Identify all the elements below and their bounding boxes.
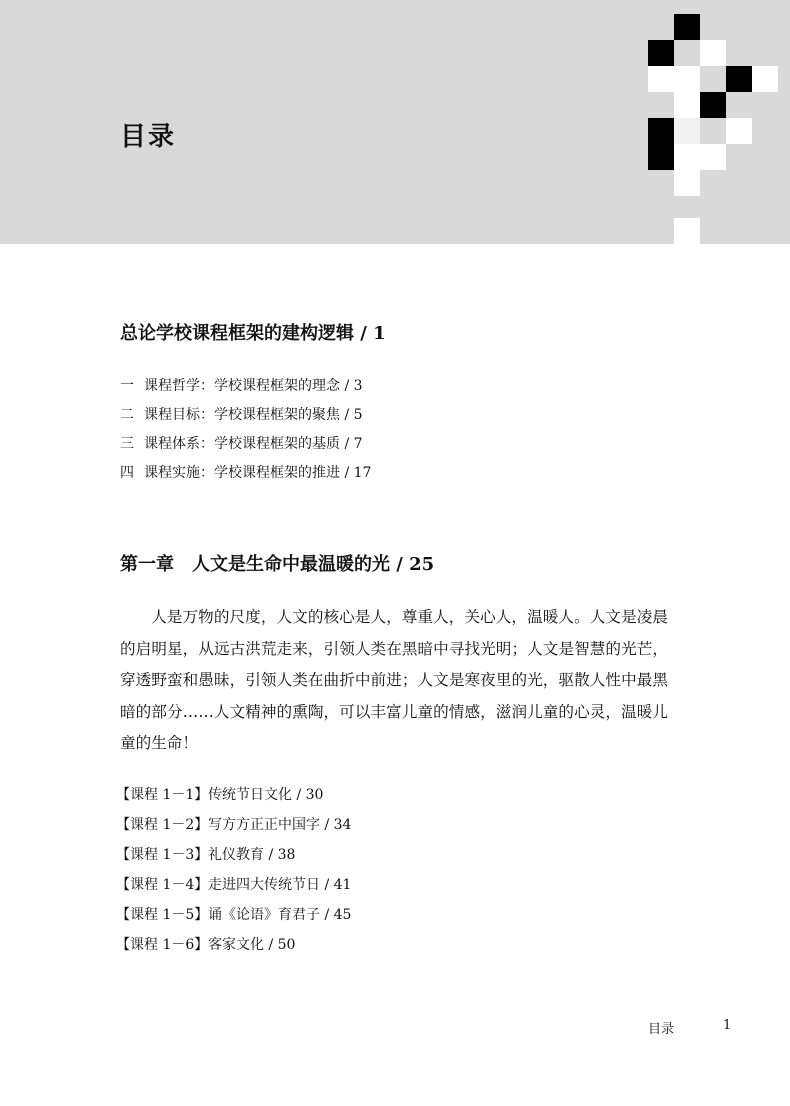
course-tag: 【课程 1－3】 [116,847,209,863]
pixel-block [674,218,700,244]
course-tag: 【课程 1－5】 [116,907,209,923]
pixel-block [700,40,726,66]
toc-entry[interactable] [120,430,371,459]
footer-label: 目录 [648,1022,675,1037]
entry-number: 三 [120,436,134,452]
pixel-block [648,66,674,92]
chapter-heading: 第一章 人文是生命中最温暖的光 / 25 [120,554,435,575]
entry-number: 二 [120,407,134,423]
course-text: 传统节日文化 / 30 [208,787,324,803]
page-number: 1 [723,1018,732,1033]
course-entry[interactable] [116,930,351,960]
general-heading: 总论学校课程框架的建构逻辑 / 1 [120,323,386,344]
general-entry-list [120,372,371,488]
course-entry[interactable] [116,810,351,840]
course-text: 走进四大传统节日 / 41 [208,877,352,893]
course-text: 礼仪教育 / 38 [208,847,296,863]
entry-text: 课程体系：学校课程框架的基质 / 7 [144,436,363,452]
pixel-block [648,144,674,170]
pixel-block [752,66,778,92]
entry-number: 一 [120,378,134,394]
course-entry[interactable] [116,900,351,930]
pixel-block [674,118,700,144]
pixel-block [648,40,674,66]
pixel-block [700,144,726,170]
entry-text: 课程实施：学校课程框架的推进 / 17 [144,465,372,481]
course-tag: 【课程 1－2】 [116,817,209,833]
course-tag: 【课程 1－4】 [116,877,209,893]
toc-entry[interactable] [120,459,371,488]
course-tag: 【课程 1－1】 [116,787,209,803]
course-entry[interactable] [116,780,351,810]
pixel-block [674,14,700,40]
course-entry[interactable] [116,870,351,900]
pixel-block [726,118,752,144]
pixel-block [726,66,752,92]
pixel-block [674,170,700,196]
pixel-block [674,92,700,118]
entry-text: 课程目标：学校课程框架的聚焦 / 5 [144,407,363,423]
course-tag: 【课程 1－6】 [116,937,209,953]
course-text: 写方方正正中国字 / 34 [208,817,352,833]
toc-entry[interactable] [120,401,371,430]
chapter-intro: 人是万物的尺度，人文的核心是人，尊重人，关心人，温暖人。人文是凌晨的启明星，从远古洪荒走来，引领人类在黑暗中寻找光明；人文是智慧的光芒，穿透野蛮和愚昧，引领人类在曲折中前进；人文是寒夜里的光，驱散人性中最黑暗的部分……人文精神的熏陶，可以丰富儿童的情感，滋润儿童的心灵，温暖儿童的生命！ [120,608,668,752]
pixel-block [700,92,726,118]
pixel-block [648,118,674,144]
entry-text: 课程哲学：学校课程框架的理念 / 3 [144,378,363,394]
pixel-block [674,66,700,92]
course-list [116,780,351,960]
course-entry[interactable] [116,840,351,870]
pixel-block [674,144,700,170]
course-text: 诵《论语》育君子 / 45 [208,907,352,923]
course-text: 客家文化 / 50 [208,937,296,953]
toc-entry[interactable] [120,372,371,401]
page-title: 目录 [120,122,177,152]
entry-number: 四 [120,465,134,481]
